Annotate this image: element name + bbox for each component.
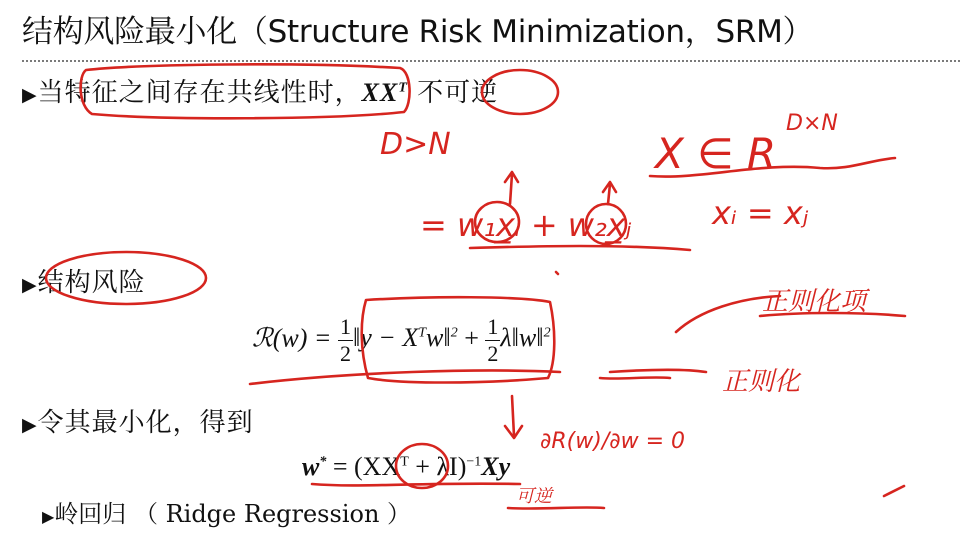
x-in-r-sup: D×N (786, 111, 838, 136)
not-invertible-text: 不可逆 (407, 78, 499, 108)
half-fraction-2: $\frac{1}{2}$ (487, 314, 499, 366)
structure-risk-line (22, 262, 146, 299)
half-fraction: $\frac{1}{2}$ (339, 314, 351, 366)
risk-lhs: ℛ(w) = (252, 323, 338, 353)
bullet-icon: ▶ (42, 507, 55, 526)
w2-circle (586, 204, 626, 244)
w1-arrow (505, 172, 518, 204)
w-star: w* (302, 452, 327, 481)
reg-term-underline (760, 313, 905, 316)
stray-dot (556, 272, 558, 274)
minimize-line (22, 402, 254, 439)
minimize-text: 令其最小化，得到 (37, 408, 254, 438)
solution-mid: = $(XX^T + \lambda I)^{-1}$ (326, 452, 482, 481)
x-in-r-underline (650, 158, 895, 177)
w1-circle (475, 202, 519, 242)
loss-term: ‖y − $X^Tw‖^2$ (352, 323, 458, 353)
combo-underline (470, 246, 690, 250)
reg-underline (610, 370, 706, 372)
d-gt-n-note: D>N (380, 127, 451, 162)
down-arrow (505, 396, 522, 438)
w-combination-note: = w₁x̲ᵢ + w₂x̲ⱼ (420, 206, 632, 244)
plus-sign: + (457, 323, 486, 353)
ridge-regression-text: 岭回归 （ Ridge Regression ） (54, 500, 412, 528)
reg-term-arrow (676, 296, 780, 332)
collinearity-text: 当特征之间存在共线性时， (37, 78, 362, 108)
stray-stroke (884, 486, 904, 496)
invertible-note: 可逆 (516, 486, 552, 507)
invertible-underline (508, 507, 604, 508)
risk-equation (252, 316, 551, 365)
structure-risk-text: 结构风险 (37, 268, 146, 298)
regularization-term: λ‖w‖$^2$ (500, 323, 551, 353)
regularization-note: 正则化 (722, 367, 801, 397)
w2-arrow (603, 182, 616, 204)
xi-eq-xj-note: xᵢ = xⱼ (712, 194, 809, 232)
bottom-arc (250, 371, 670, 385)
bullet-icon: ▶ (22, 414, 38, 436)
title-divider (22, 60, 960, 62)
bullet-icon: ▶ (22, 84, 38, 106)
reg-term-note: 正则化项 (762, 287, 867, 317)
solution-underline (312, 484, 520, 486)
ridge-solution-equation (302, 452, 510, 482)
slide-title: 结构风险最小化（Structure Risk Minimization，SRM） (22, 14, 814, 50)
derivative-note: ∂R(w)/∂w = 0 (540, 429, 686, 454)
collinearity-line (22, 72, 498, 109)
bullet-icon: ▶ (22, 274, 38, 296)
ridge-regression-line (42, 494, 411, 529)
xxt-matrix: $XX^T$ (361, 78, 408, 107)
xy-term: Xy (481, 452, 511, 481)
x-in-r-note: X ∈ R (655, 129, 777, 178)
